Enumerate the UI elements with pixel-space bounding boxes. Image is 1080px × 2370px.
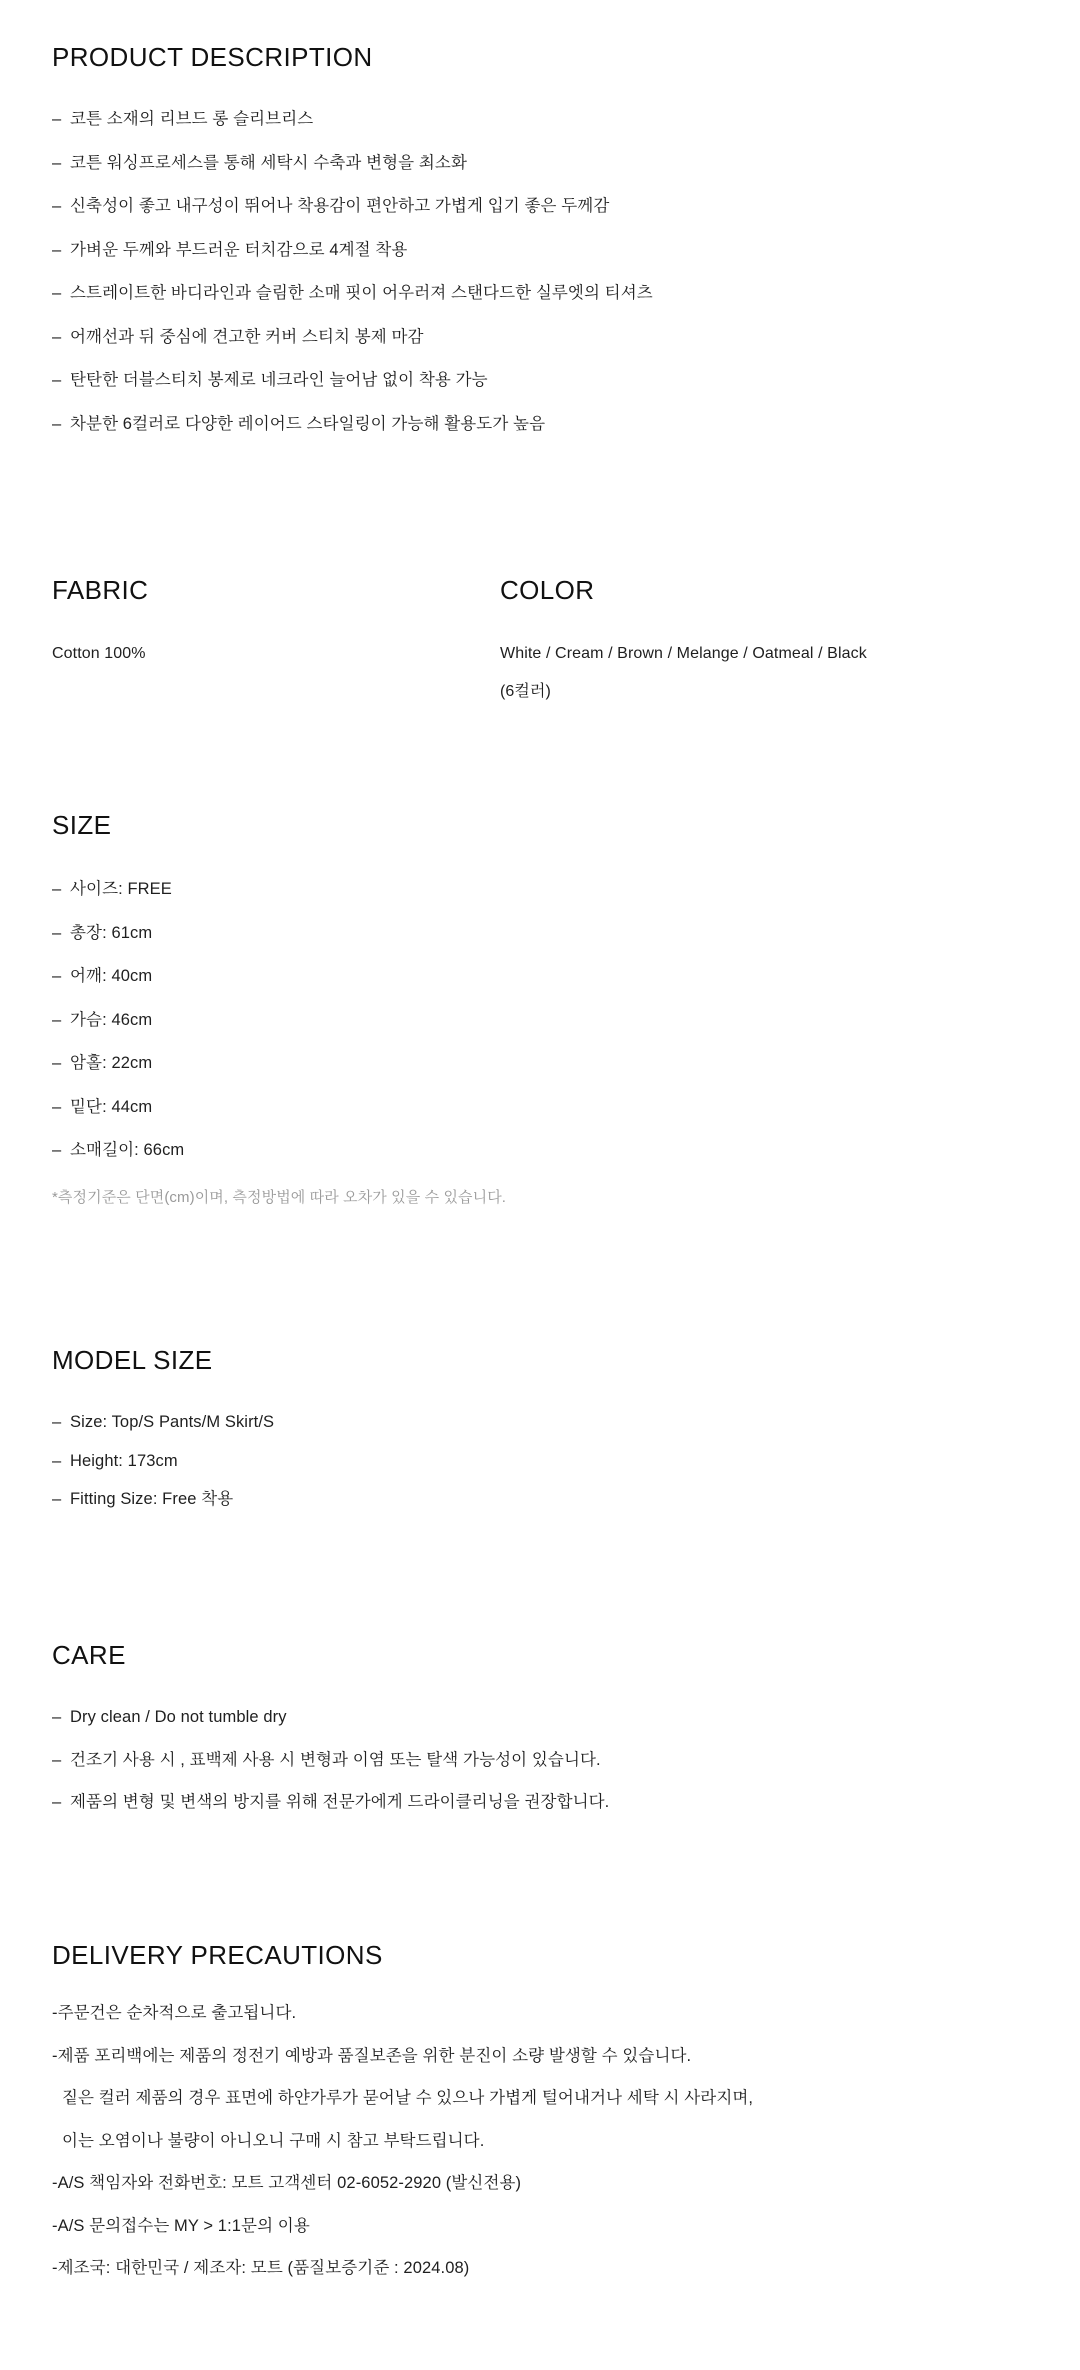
bullet-dash: – [52, 240, 62, 259]
list-item [52, 1752, 609, 1769]
bullet-dash: – [52, 1054, 62, 1073]
product-description-section [52, 42, 653, 459]
list-item [52, 1142, 506, 1159]
care-list [52, 1709, 609, 1811]
delivery-precautions-section [52, 1940, 1032, 2303]
list-item-text: 암홀: 22cm [70, 1054, 153, 1073]
fabric-section [52, 575, 472, 662]
list-item [52, 1794, 609, 1811]
list-item-text: 차분한 6컬러로 다양한 레이어드 스타일링이 가능해 활용도가 높음 [70, 414, 546, 433]
list-item [52, 285, 653, 302]
list-item-text: Size: Top/S Pants/M Skirt/S [70, 1413, 275, 1432]
list-item-text: Fitting Size: Free 착용 [70, 1490, 234, 1509]
list-item: -A/S 책임자와 전화번호: 모트 고객센터 02-6052-2920 (발신전용) [52, 2174, 522, 2193]
bullet-dash: – [52, 110, 62, 129]
list-item-text: 신축성이 좋고 내구성이 뛰어나 착용감이 편안하고 가볍게 입기 좋은 두께감 [70, 197, 610, 216]
list-item [52, 1453, 274, 1470]
list-item [52, 1055, 506, 1072]
delivery-precautions-list [52, 2005, 1032, 2277]
bullet-dash: – [52, 1141, 62, 1160]
list-item-text: Dry clean / Do not tumble dry [70, 1708, 287, 1727]
bullet-dash: – [52, 414, 62, 433]
model-size-section [52, 1345, 274, 1530]
product-description-list [52, 111, 653, 432]
color-section [500, 575, 1020, 700]
list-item [52, 198, 653, 215]
list-item-text: 코튼 소재의 리브드 롱 슬리브리스 [70, 110, 314, 129]
list-item [52, 155, 653, 172]
list-item-text: 가슴: 46cm [70, 1010, 153, 1029]
list-item: 짙은 컬러 제품의 경우 표면에 하얀가루가 묻어날 수 있으나 가볍게 털어내거나 세탁 시 사라지며, [62, 2089, 754, 2108]
list-item-text: 밑단: 44cm [70, 1097, 153, 1116]
list-item [52, 111, 653, 128]
list-item [52, 1709, 609, 1726]
product-description-title: PRODUCT DESCRIPTION [52, 42, 373, 72]
bullet-dash: – [52, 284, 62, 303]
bullet-dash: – [52, 1793, 62, 1812]
list-item [52, 968, 506, 985]
list-item [52, 372, 653, 389]
list-item: -A/S 문의접수는 MY > 1:1문의 이용 [52, 2216, 310, 2235]
bullet-dash: – [52, 327, 62, 346]
color-title: COLOR [500, 575, 595, 605]
list-item [52, 242, 653, 259]
delivery-precautions-title: DELIVERY PRECAUTIONS [52, 1940, 383, 1970]
bullet-dash: – [52, 1010, 62, 1029]
list-item-text: Height: 173cm [70, 1451, 178, 1470]
fabric-value: Cotton 100% [52, 645, 146, 663]
bullet-dash: – [52, 197, 62, 216]
list-item [52, 925, 506, 942]
list-item-text: 총장: 61cm [70, 923, 153, 942]
list-item-text: 어깨: 40cm [70, 967, 153, 986]
list-item-text: 탄탄한 더블스티치 봉제로 네크라인 늘어남 없이 착용 가능 [70, 371, 488, 390]
model-size-list [52, 1414, 274, 1508]
list-item: -주문건은 순차적으로 출고됩니다. [52, 2004, 297, 2023]
bullet-dash: – [52, 153, 62, 172]
list-item: 이는 오염이나 불량이 아니오니 구매 시 참고 부탁드립니다. [62, 2131, 485, 2150]
list-item-text: 건조기 사용 시 , 표백제 사용 시 변형과 이염 또는 탈색 가능성이 있습니다. [70, 1750, 601, 1769]
color-value: White / Cream / Brown / Melange / Oatmeal / Black [500, 645, 867, 663]
bullet-dash: – [52, 1708, 62, 1727]
list-item-text: 어깨선과 뒤 중심에 견고한 커버 스티치 봉제 마감 [70, 327, 424, 346]
bullet-dash: – [52, 880, 62, 899]
bullet-dash: – [52, 1413, 62, 1432]
list-item-text: 제품의 변형 및 변색의 방지를 위해 전문가에게 드라이클리닝을 권장합니다. [70, 1793, 610, 1812]
list-item-text: 가벼운 두께와 부드러운 터치감으로 4계절 착용 [70, 240, 408, 259]
bullet-dash: – [52, 371, 62, 390]
list-item-text: 사이즈: FREE [70, 880, 172, 899]
list-item-text: 소매길이: 66cm [70, 1141, 185, 1160]
bullet-dash: – [52, 923, 62, 942]
bullet-dash: – [52, 967, 62, 986]
list-item [52, 1012, 506, 1029]
bullet-dash: – [52, 1097, 62, 1116]
size-list [52, 881, 506, 1159]
care-section [52, 1640, 609, 1837]
list-item: -제품 포리백에는 제품의 정전기 예방과 품질보존을 위한 분진이 소량 발생할 수 있습니다. [52, 2046, 692, 2065]
list-item: -제조국: 대한민국 / 제조자: 모트 (품질보증기준 : 2024.08) [52, 2259, 470, 2278]
size-section [52, 810, 506, 1207]
list-item [52, 1414, 274, 1431]
bullet-dash: – [52, 1490, 62, 1509]
care-title: CARE [52, 1640, 126, 1670]
list-item [52, 329, 653, 346]
list-item [52, 1491, 274, 1508]
model-size-title: MODEL SIZE [52, 1345, 213, 1375]
list-item [52, 881, 506, 898]
color-count: (6컬러) [500, 683, 551, 701]
size-title: SIZE [52, 810, 112, 840]
fabric-title: FABRIC [52, 575, 149, 605]
list-item-text: 코튼 워싱프로세스를 통해 세탁시 수축과 변형을 최소화 [70, 153, 468, 172]
list-item [52, 416, 653, 433]
bullet-dash: – [52, 1750, 62, 1769]
list-item [52, 1099, 506, 1116]
size-measurement-note: *측정기준은 단면(cm)이며, 측정방법에 따라 오차가 있을 수 있습니다. [52, 1188, 507, 1206]
list-item-text: 스트레이트한 바디라인과 슬림한 소매 핏이 어우러져 스탠다드한 실루엣의 티셔츠 [70, 284, 653, 303]
bullet-dash: – [52, 1451, 62, 1470]
